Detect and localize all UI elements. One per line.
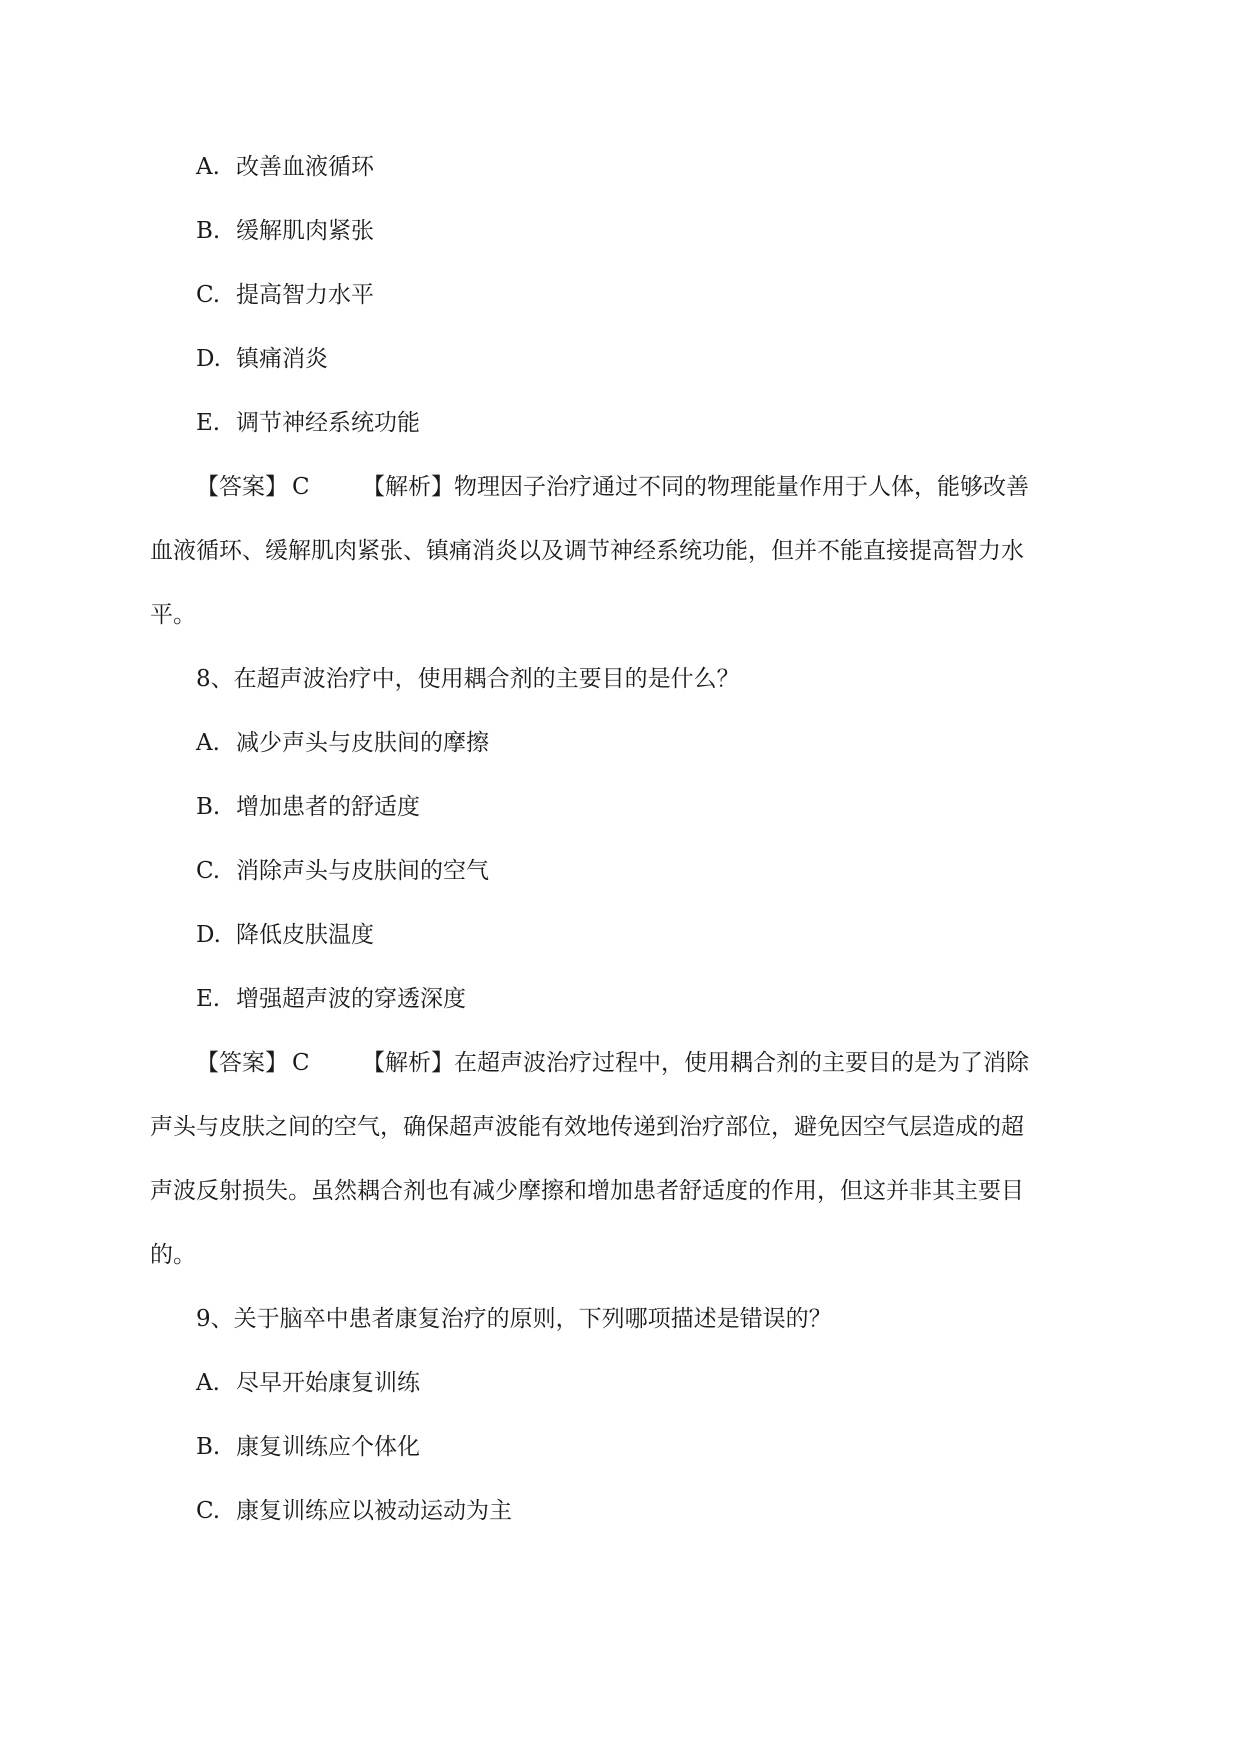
q8-question: 8、在超声波治疗中，使用耦合剂的主要目的是什么？	[196, 666, 740, 692]
option-letter: D.	[196, 922, 221, 948]
answer-label: 【答案】	[196, 474, 288, 500]
option-letter: C.	[196, 282, 221, 308]
option-text: 康复训练应以被动运动为主	[236, 1498, 512, 1524]
q9-question: 9、关于脑卒中患者康复治疗的原则，下列哪项描述是错误的？	[196, 1306, 832, 1332]
q9-option-c	[196, 1496, 512, 1526]
q7-option-d	[196, 344, 328, 374]
option-letter: B.	[196, 794, 221, 820]
analysis-text: 在超声波治疗过程中，使用耦合剂的主要目的是为了消除	[454, 1050, 1029, 1076]
q9-option-a	[196, 1368, 420, 1398]
analysis-label: 【解析】	[362, 1050, 454, 1076]
analysis-line: 的。	[150, 1242, 196, 1268]
option-text: 尽早开始康复训练	[236, 1370, 420, 1396]
option-text: 增强超声波的穿透深度	[236, 986, 466, 1012]
analysis-line	[196, 1048, 1029, 1078]
option-text: 缓解肌肉紧张	[236, 218, 374, 244]
q7-option-a	[196, 152, 374, 182]
option-letter: E.	[196, 410, 221, 436]
option-letter: E.	[196, 986, 221, 1012]
q7-option-c	[196, 280, 374, 310]
answer-value: C	[292, 474, 310, 500]
analysis-line: 血液循环、缓解肌肉紧张、镇痛消炎以及调节神经系统功能，但并不能直接提高智力水	[150, 538, 1024, 564]
q8-option-b	[196, 792, 420, 822]
analysis-line: 声头与皮肤之间的空气，确保超声波能有效地传递到治疗部位，避免因空气层造成的超	[150, 1114, 1024, 1140]
option-letter: B.	[196, 218, 221, 244]
analysis-line: 声波反射损失。虽然耦合剂也有减少摩擦和增加患者舒适度的作用，但这并非其主要目	[150, 1178, 1024, 1204]
answer-label: 【答案】	[196, 1050, 288, 1076]
analysis-line: 平。	[150, 602, 196, 628]
option-text: 调节神经系统功能	[236, 410, 420, 436]
q9-option-b	[196, 1432, 420, 1462]
option-letter: C.	[196, 858, 221, 884]
q8-option-a	[196, 728, 489, 758]
option-text: 镇痛消炎	[236, 346, 328, 372]
option-text: 消除声头与皮肤间的空气	[236, 858, 489, 884]
option-text: 增加患者的舒适度	[236, 794, 420, 820]
q7-option-e	[196, 408, 420, 438]
option-text: 提高智力水平	[236, 282, 374, 308]
analysis-text: 物理因子治疗通过不同的物理能量作用于人体，能够改善	[454, 474, 1029, 500]
analysis-label: 【解析】	[362, 474, 454, 500]
answer-value: C	[292, 1050, 310, 1076]
option-letter: A.	[196, 1370, 220, 1396]
option-letter: A.	[196, 730, 220, 756]
option-letter: B.	[196, 1434, 221, 1460]
option-letter: A.	[196, 154, 220, 180]
q8-option-d	[196, 920, 374, 950]
option-letter: C.	[196, 1498, 221, 1524]
q7-option-b	[196, 216, 374, 246]
option-letter: D.	[196, 346, 221, 372]
analysis-line	[196, 472, 1029, 502]
option-text: 康复训练应个体化	[236, 1434, 420, 1460]
q8-option-e	[196, 984, 466, 1014]
q8-option-c	[196, 856, 489, 886]
option-text: 降低皮肤温度	[236, 922, 374, 948]
option-text: 改善血液循环	[236, 154, 374, 180]
option-text: 减少声头与皮肤间的摩擦	[236, 730, 489, 756]
